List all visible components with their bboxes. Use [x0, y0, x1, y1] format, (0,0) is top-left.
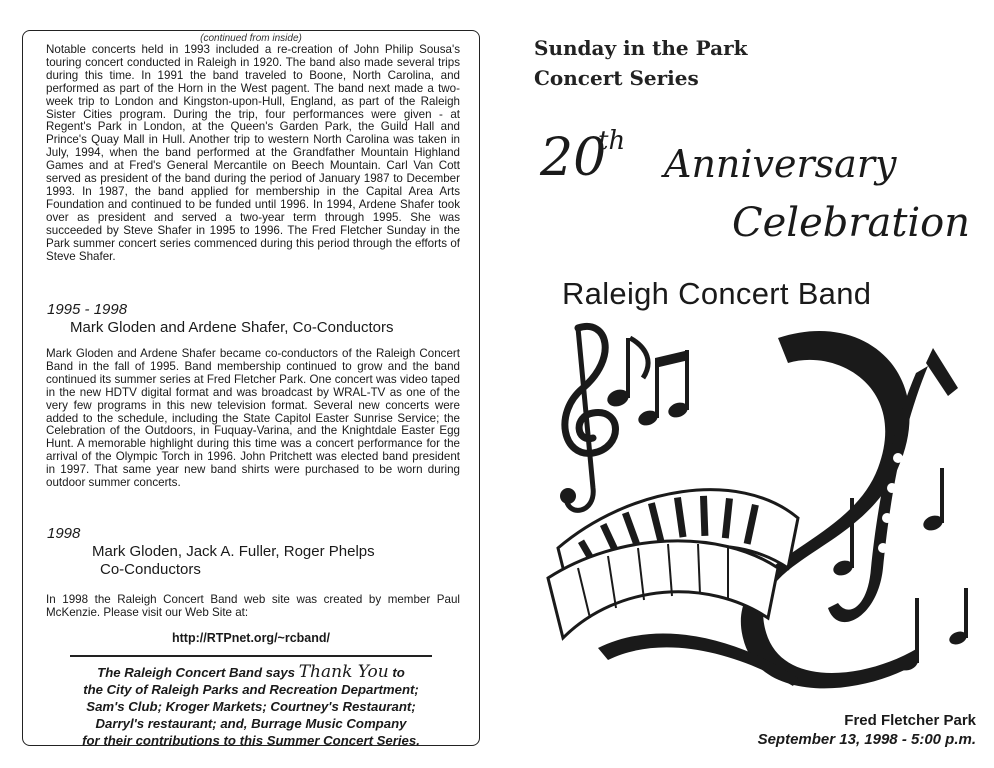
treble-clef-icon: [560, 326, 616, 510]
series-title-line-1: Sunday in the Park: [534, 36, 748, 60]
anniversary-suffix: th: [598, 126, 626, 156]
period-conductors-1995-1998: Mark Gloden and Ardene Shafer, Co-Conductors: [70, 319, 394, 336]
history-intro-paragraph: Notable concerts held in 1993 included a re-creation of John Philip Sousa's touring concert conducted in Raleigh in 1920. The band also made several trips during this time. In 1991 the band traveled to Boone, North Carolina, and performed as part of the Horn in the West pagent. The band next made a two-week trip to London and Kingston-upon-Hull, England, as part of the Raleigh Sister Cities program. During the trip, four performances were given - at Regent's Park in London, at the Queen's Garden Park, the Guild Hall and Prince's Quay Mall in Hull. Another trip to western North Carolina was taken in July, 1994, when the band performed at the Grandfather Mountain Highland Games and at Fred's General Mercantile on Beech Mountain. Carl Van Cott served as president of the band during the period of January 1987 to December 1993. In 1987, the band applied for membership in the Capital Area Arts Foundation and continued to be funded until 1996. In 1994, Ardene Shafer took over as president and served a two-year term through 1995. She was succeeded by Steve Shafer in 1995 to 1996. The Fred Fletcher Sunday in the Park summer concert series commenced during this period through the efforts of Steve Shafer.: [46, 43, 460, 263]
band-name-heading: Raleigh Concert Band: [562, 276, 872, 311]
concert-date-time: September 13, 1998 - 5:00 p.m.: [757, 731, 976, 748]
period-paragraph-1995-1998: Mark Gloden and Ardene Shafer became co-conductors of the Raleigh Concert Band in the fall of 1995. Band membership continued to grow and the band continued its summer series at Fred Fletcher Park. One concert was video taped in the new HDTV digital format and was broadcast by WRAL-TV as one of the very few programs in this new television format. Several new concerts were added to the schedule, including the State Capitol Easter Sunrise Service; the Celebration of the Outdoors, in Fuquay-Varina, and the Knightdale Easter Egg Hunt. A memorable highlight during this time was a concert performance for the arrival of the Olympic Torch in 1996. John Pritchett was elected band president in 1997. That same year new band shirts were purchased to be worn during outdoor summer concerts.: [46, 347, 460, 490]
thanks-line-5: for their contributions to this Summer Concert Series.: [82, 733, 420, 748]
period-heading-1995-1998: 1995 - 1998: [47, 301, 128, 318]
music-illustration: [538, 318, 978, 698]
divider-rule: [70, 655, 432, 657]
thanks-line-3: Sam's Club; Kroger Markets; Courtney's Restaurant;: [86, 699, 416, 714]
series-title-line-2: Concert Series: [534, 66, 699, 90]
thanks-line-1-after: to: [392, 665, 405, 680]
period-paragraph-1998: In 1998 the Raleigh Concert Band web site was created by member Paul McKenzie. Please visit our Web Site at:: [46, 593, 460, 619]
thank-you-block: [50, 664, 452, 749]
eighth-note-icon: [605, 338, 648, 409]
anniversary-number: 20: [540, 128, 607, 188]
thanks-line-4: Darryl's restaurant; and, Burrage Music Company: [95, 716, 407, 731]
anniversary-word: Anniversary: [664, 142, 897, 186]
period-conductors-1998-title: Co-Conductors: [100, 561, 201, 578]
thanks-line-1-before: The Raleigh Concert Band says: [97, 665, 296, 680]
celebration-word: Celebration: [732, 200, 971, 246]
thank-you-script-text: Thank You: [298, 662, 389, 682]
quarter-notes-icon: [831, 468, 968, 673]
thanks-line-1: [50, 664, 452, 681]
period-heading-1998: 1998: [47, 525, 81, 542]
continued-note: (continued from inside): [200, 33, 302, 44]
beamed-notes-icon: [636, 350, 690, 428]
venue-name: Fred Fletcher Park: [844, 712, 976, 729]
period-conductors-1998: Mark Gloden, Jack A. Fuller, Roger Phelps: [92, 543, 375, 560]
website-url: http://RTPnet.org/~rcband/: [172, 631, 330, 645]
thanks-line-2: the City of Raleigh Parks and Recreation Department;: [83, 682, 419, 697]
